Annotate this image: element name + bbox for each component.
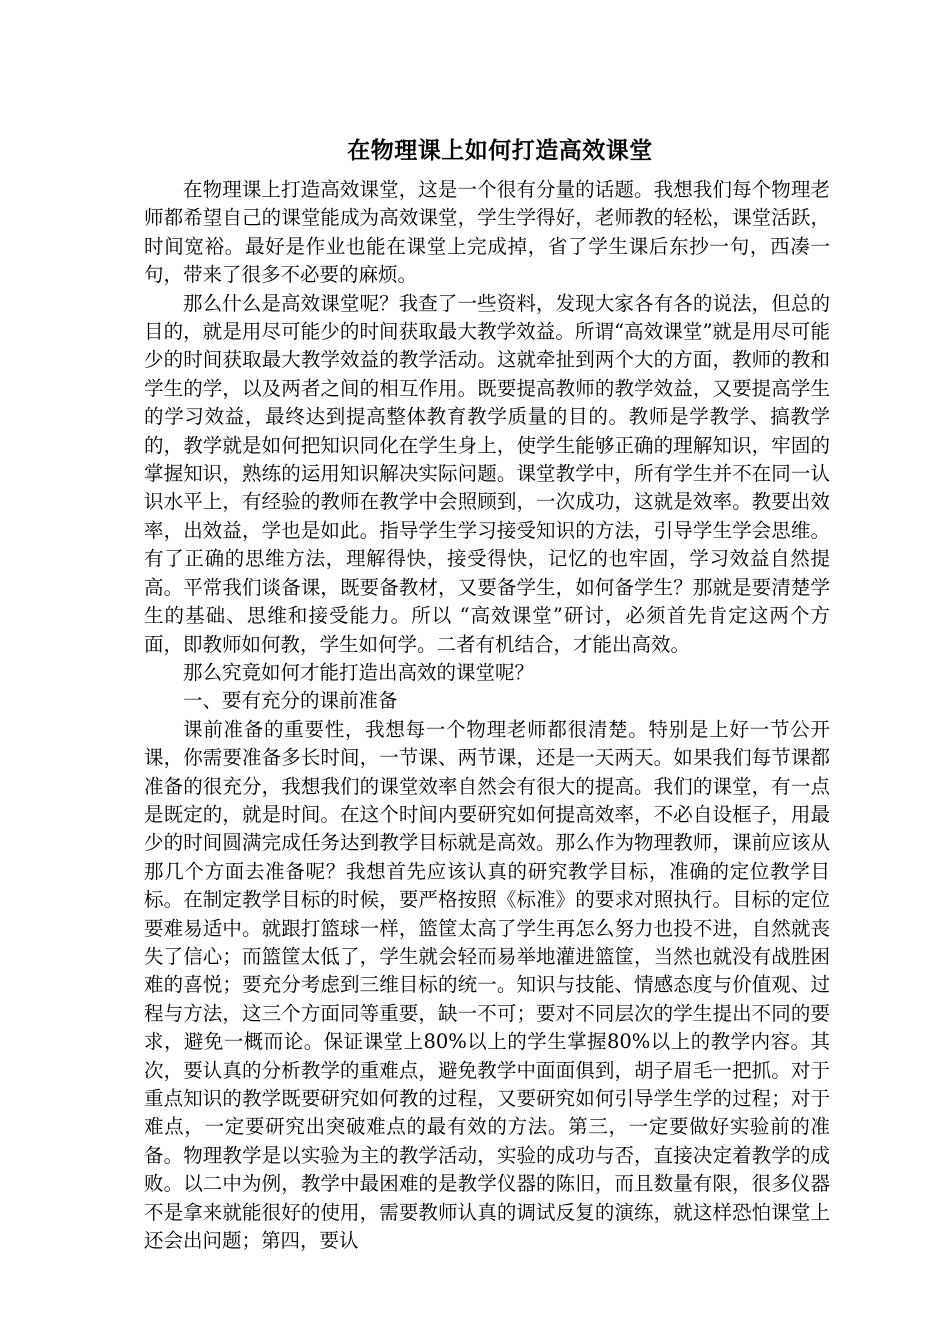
section-heading: 一、要有充分的课前准备 bbox=[183, 689, 398, 713]
paragraph: 在物理课上打造高效课堂，这是一个很有分量的话题。我想我们每个物理老师都希望自己的课堂能成为高效课堂，学生学得好，老师教的轻松，课堂活跃，时间宽裕。最好是作业也能在课堂上完成掉，省了学生课后东抄一句，西凑一句，带来了很多不必要的麻烦。 bbox=[144, 178, 830, 287]
document-body bbox=[144, 176, 830, 1255]
document-title: 在物理课上如何打造高效课堂 bbox=[347, 137, 653, 164]
paragraph: 课前准备的重要性，我想每一个物理老师都很清楚。特别是上好一节公开课，你需要准备多长时间，一节课、两节课，还是一天两天。如果我们每节课都准备的很充分，我想我们的课堂效率自然会有很大的提高。我们的课堂，有一点是既定的，就是时间。在这个时间内要研究如何提高效率，不必自设框子，用最少的时间圆满完成任务达到教学目标就是高效。那么作为物理教师，课前应该从那几个方面去准备呢？我想首先应该认真的研究教学目标，准确的定位教学目标。在制定教学目标的时候，要严格按照《标准》的要求对照执行。目标的定位要难易适中。就跟打篮球一样，篮筐太高了学生再怎么努力也投不进，自然就丧失了信心；而篮筐太低了，学生就会轻而易举地灌进篮筐，当然也就没有战胜困难的喜悦；要充分考虑到三维目标的统一。知识与技能、情感态度与价值观、过程与方法，这三个方面同等重要，缺一不可；要对不同层次的学生提出不同的要求，避免一概而论。保证课堂上80%以上的学生掌握80%以上的教学内容。其次，要认真的分析教学的重难点，避免教学中面面俱到，胡子眉毛一把抓。对于重点知识的教学既要研究如何教的过程，又要研究如何引导学生学的过程；对于难点，一定要研究出突破难点的最有效的方法。第三，一定要做好实验前的准备。物理教学是以实验为主的教学活动，实验的成功与否，直接决定着教学的成败。以二中为例，教学中最困难的是教学仪器的陈旧，而且数量有限，很多仪器不是拿来就能很好的使用，需要教师认真的调试反复的演练，就这样恐怕课堂上还会出问题；第四，要认 bbox=[144, 717, 830, 1253]
paragraph: 那么究竟如何才能打造出高效的课堂呢？ bbox=[183, 660, 535, 684]
paragraph: 那么什么是高效课堂呢？我查了一些资料，发现大家各有各的说法，但总的目的，就是用尽可能少的时间获取最大教学效益。所谓“高效课堂”就是用尽可能少的时间获取最大教学效益的教学活动。这就牵扯到两个大的方面，教师的教和学生的学，以及两者之间的相互作用。既要提高教师的教学效益，又要提高学生的学习效益，最终达到提高整体教育教学质量的目的。教师是学教学、搞教学的，教学就是如何把知识同化在学生身上，使学生能够正确的理解知识，牢固的掌握知识，熟练的运用知识解决实际问题。课堂教学中，所有学生并不在同一认识水平上，有经验的教师在教学中会照顾到，一次成功，这就是效率。教要出效率，出效益，学也是如此。指导学生学习接受知识的方法，引导学生学会思维。有了正确的思维方法，理解得快，接受得快，记忆的也牢固，学习效益自然提高。平常我们谈备课，既要备教材，又要备学生，如何备学生？那就是要清楚学生的基础、思维和接受能力。所以 “高效课堂”研讨，必须首先肯定这两个方面，即教师如何教，学生如何学。二者有机结合，才能出高效。 bbox=[144, 291, 830, 656]
